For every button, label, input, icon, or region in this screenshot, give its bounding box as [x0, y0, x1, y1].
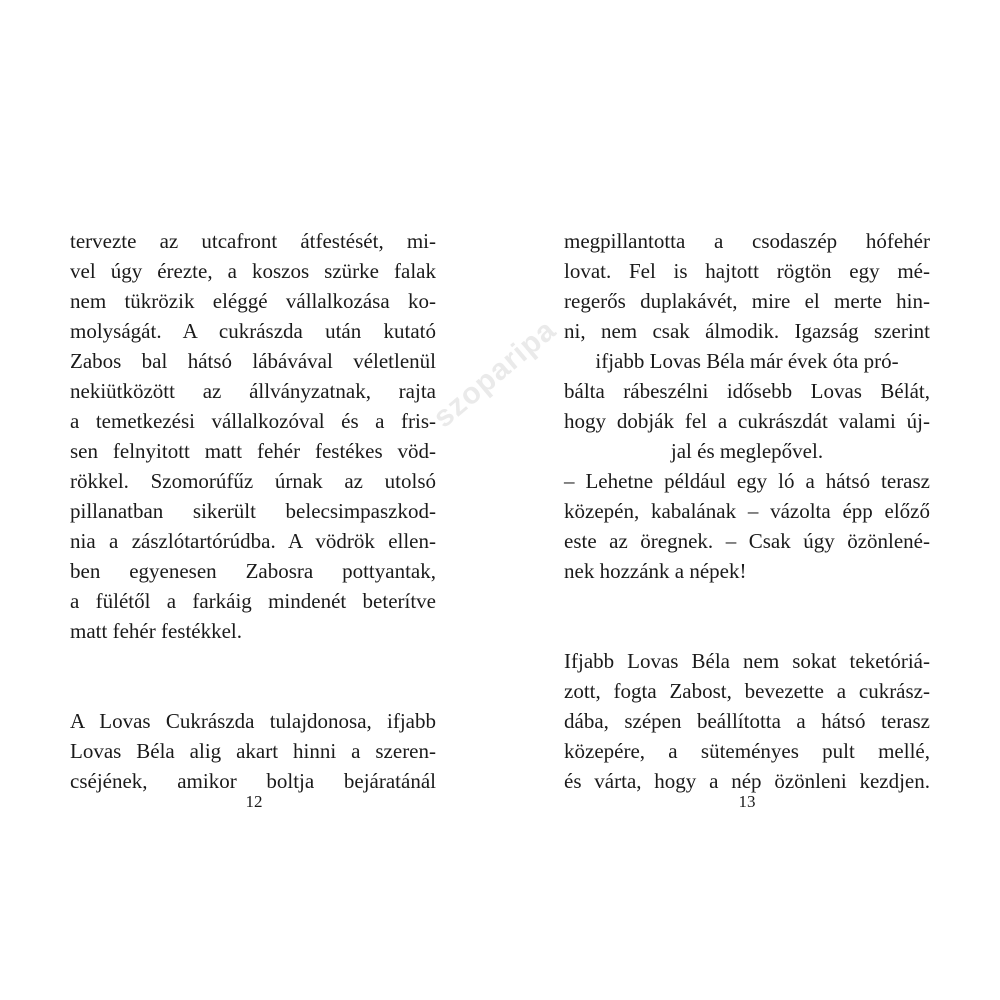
text-line: vel úgy érezte, a koszos szürke falak: [70, 259, 436, 283]
text-line: zott, fogta Zabost, bevezette a cukrász-: [564, 679, 930, 703]
text-line: a fülétől a farkáig mindenét beterítve: [70, 589, 436, 613]
left-paragraph-2: [70, 706, 436, 796]
text-line: pillanatban sikerült belecsimpaszkod-: [70, 499, 436, 523]
text-line: sen felnyitott matt fehér festékes vöd-: [70, 439, 436, 463]
right-page-text: [564, 226, 930, 796]
page-number-right: 13: [738, 792, 756, 811]
right-paragraph-1: [564, 226, 930, 466]
text-line: Ifjabb Lovas Béla nem sokat teketóriá-: [564, 649, 930, 673]
text-line: ben egyenesen Zabosra pottyantak,: [70, 559, 436, 583]
paragraph-spacer: [70, 646, 436, 706]
text-line: hogy dobják fel a cukrászdát valami új-: [564, 409, 930, 433]
text-line: nek hozzánk a népek!: [564, 559, 747, 583]
text-line: nem tükrözik eléggé vállalkozása ko-: [70, 289, 436, 313]
text-line: bálta rábeszélni idősebb Lovas Bélát,: [564, 379, 930, 403]
text-line: a temetkezési vállalkozóval és a fris-: [70, 409, 436, 433]
text-line: molyságát. A cukrászda után kutató: [70, 319, 436, 343]
text-line: és várta, hogy a nép özönleni kezdjen.: [564, 769, 930, 793]
left-paragraph-1: [70, 226, 436, 646]
text-line: – Lehetne például egy ló a hátsó terasz: [564, 469, 930, 493]
text-line: megpillantotta a csodaszép hófehér: [564, 229, 930, 253]
text-line: jal és meglepővel.: [670, 439, 824, 463]
left-page-text: [70, 226, 436, 796]
text-line: közepére, a süteményes pult mellé,: [564, 739, 930, 763]
right-paragraph-3: [564, 646, 930, 796]
text-line: Lovas Béla alig akart hinni a szeren-: [70, 739, 436, 763]
text-line: közepén, kabalának – vázolta épp előző: [564, 499, 930, 523]
paragraph-spacer: [564, 586, 930, 646]
text-line: ifjabb Lovas Béla már évek óta pró-: [595, 349, 899, 373]
text-line: este az öregnek. – Csak úgy özönlené-: [564, 529, 930, 553]
right-paragraph-2: [564, 466, 930, 586]
watermark: szoparipa: [427, 313, 563, 435]
text-line: dába, szépen beállította a hátsó terasz: [564, 709, 930, 733]
text-line: ni, nem csak álmodik. Igazság szerint: [564, 319, 930, 343]
text-line: Zabos bal hátsó lábávával véletlenül: [70, 349, 436, 373]
text-line: tervezte az utcafront átfestését, mi-: [70, 229, 436, 253]
page-number-left: 12: [245, 792, 263, 811]
text-line: matt fehér festékkel.: [70, 619, 242, 643]
text-line: A Lovas Cukrászda tulajdonosa, ifjabb: [70, 709, 436, 733]
text-line: nia a zászlótartórúdba. A vödrök ellen-: [70, 529, 436, 553]
text-line: rökkel. Szomorúfűz úrnak az utolsó: [70, 469, 436, 493]
text-line: lovat. Fel is hajtott rögtön egy mé-: [564, 259, 930, 283]
text-line: regerős duplakávét, mire el merte hin-: [564, 289, 930, 313]
text-line: cséjének, amikor boltja bejáratánál: [70, 769, 436, 793]
text-line: nekiütközött az állványzatnak, rajta: [70, 379, 436, 403]
